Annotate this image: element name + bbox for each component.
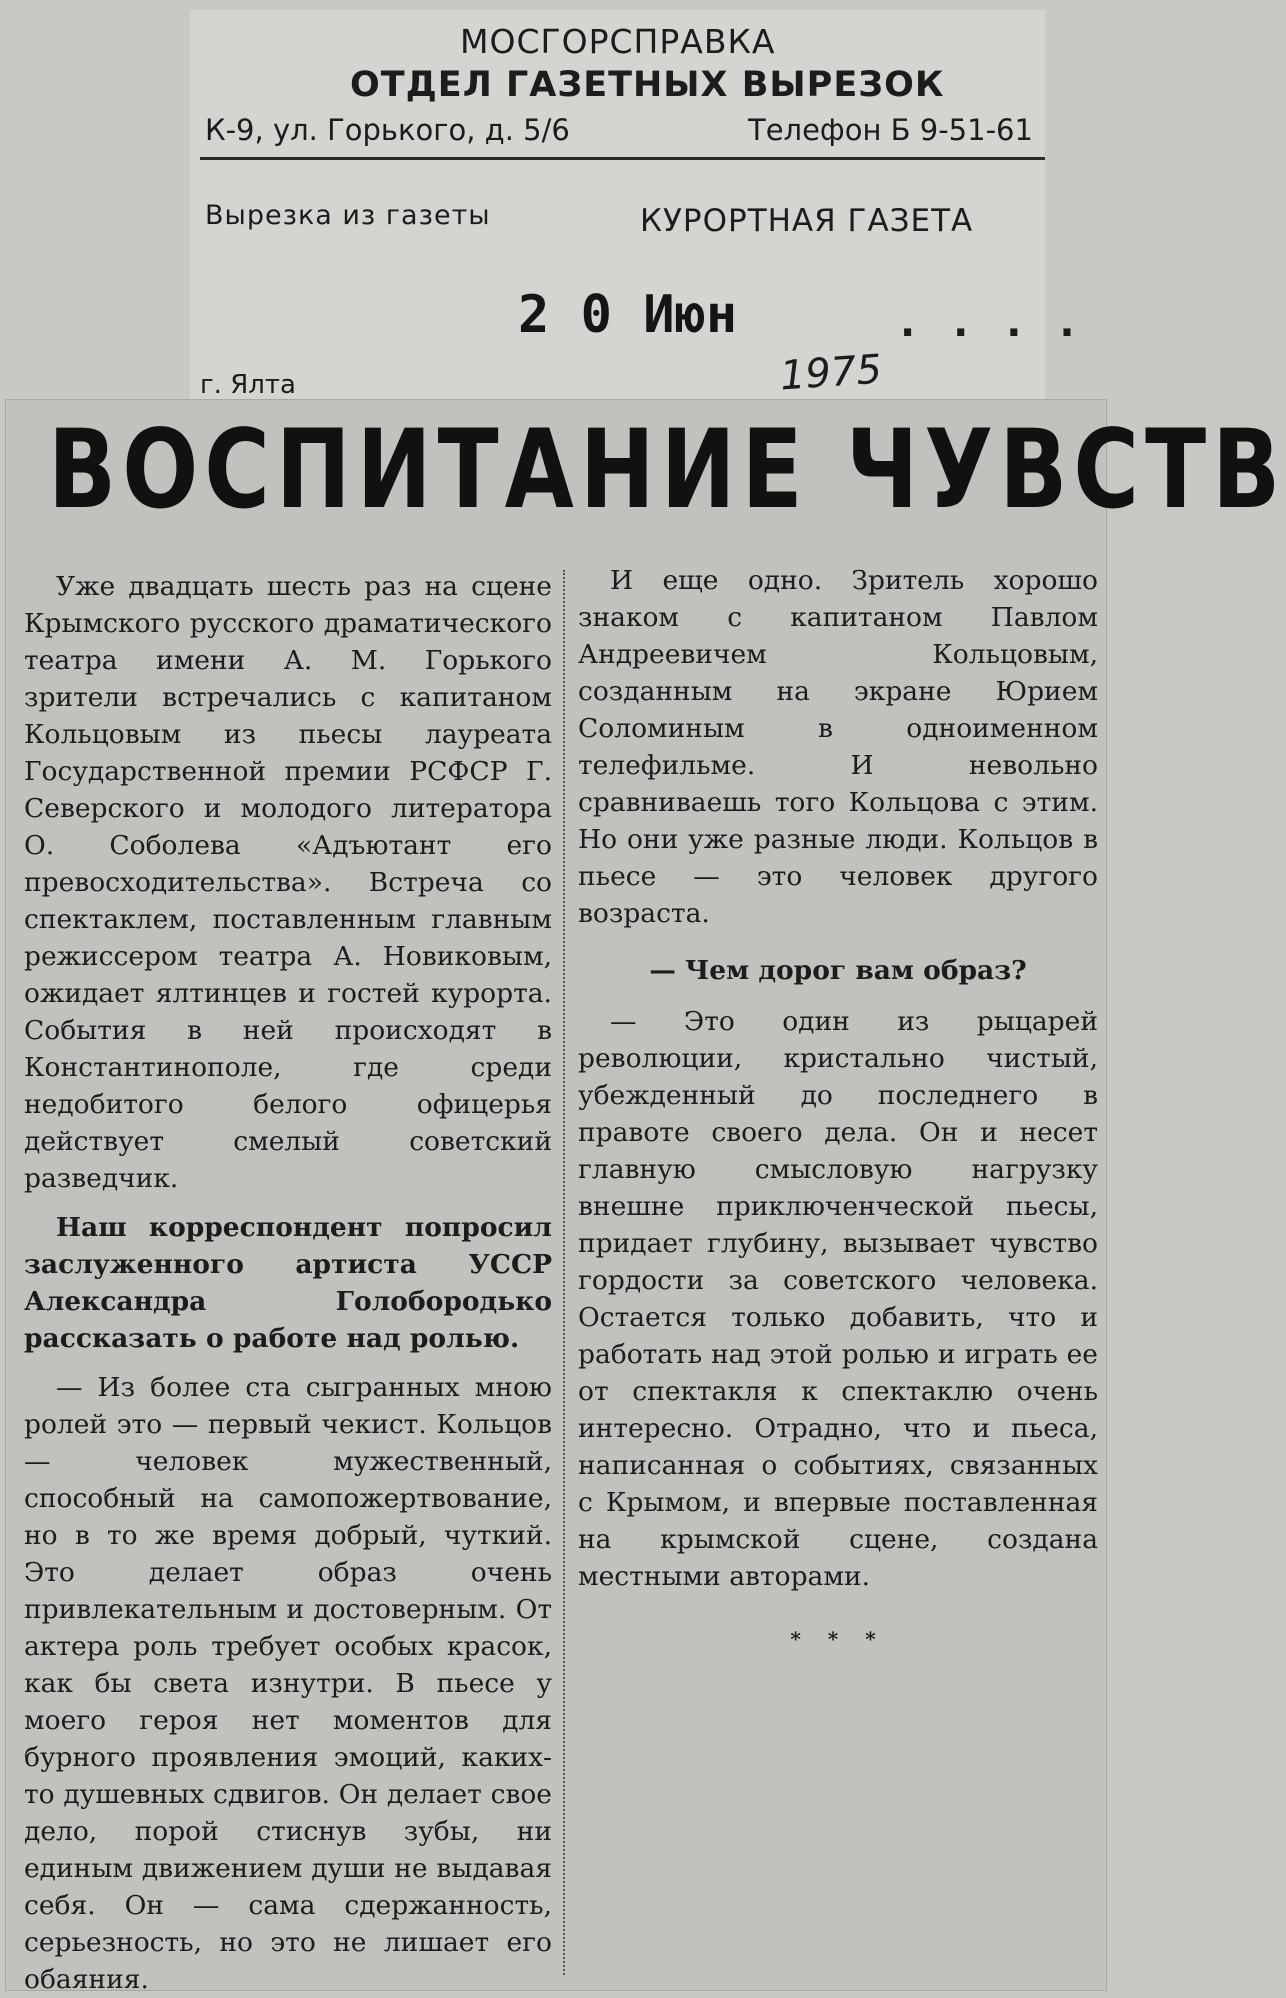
date-stamp-dots: . . . . xyxy=(900,300,1087,346)
section-end-stars: * * * xyxy=(790,1627,886,1651)
agency-address: К-9, ул. Горького, д. 5/6 xyxy=(205,113,570,147)
header-divider xyxy=(200,157,1045,160)
city-label: г. Ялта xyxy=(200,370,296,400)
paragraph-answer-2: — Это один из рыцарей революции, кристально чистый, убежденный до последнего в правоте своего дела. Он и несет главную смысловую нагрузку внешне приключенческой пьесы, придает глубину, вызывает чувство гордости за советского человека. Остается только добавить, что и работать над этой ролью и играть ее от спектакля к спектаклю очень интересно. Отрадно, что и пьеса, написанная о событиях, связанных с Крымом, и впервые поставленная на крымской сцене, создана местными авторами. xyxy=(578,1006,1098,1592)
agency-phone: Телефон Б 9-51-61 xyxy=(748,113,1033,147)
column-divider xyxy=(563,570,565,1975)
agency-name: МОСГОРСПРАВКА xyxy=(460,22,776,61)
paragraph-answer-1: — Из более ста сыгранных мною ролей это — первый чекист. Кольцов — человек мужественный, способный на самопожертвование, но в то же время добрый, чуткий. Это делает образ очень привлекательным и достоверным. От актера роль требует особых красок, как бы света изнутри. В пьесе у моего героя нет моментов для бурного проявления эмоций, каких-то душевных сдвигов. Он делает свое дело, порой стиснув зубы, ни единым движением души не выдавая себя. Он — сама сдержанность, серьезность, но это не лишает его обаяния. xyxy=(24,1372,552,1995)
date-stamp: 2 0 Июн xyxy=(518,285,738,345)
paragraph-correspondent: Наш корреспондент попросил заслуженного артиста УССР Александра Голобородько рассказать о работе над ролью. xyxy=(24,1212,552,1354)
paragraph-intro: Уже двадцать шесть раз на сцене Крымского русского драматического театра имени А. М. Горького зрители встречались с капитаном Кольцовым из пьесы лауреата Государственной премии РСФСР Г. Северского и молодого литератора О. Соболева «Адъютант его превосходительства». Встреча со спектаклем, поставленным главным режиссером театра А. Новиковым, ожидает ялтинцев и гостей курорта. События в ней происходят в Константинополе, где среди недобитого белого офицерья действует смелый советский разведчик. xyxy=(24,571,552,1194)
interview-question: — Чем дорог вам образ? xyxy=(649,955,1027,986)
department-name: ОТДЕЛ ГАЗЕТНЫХ ВЫРЕЗОК xyxy=(350,65,945,105)
article-headline: ВОСПИТАНИЕ ЧУВСТВ xyxy=(48,405,1286,534)
handwritten-year: 1975 xyxy=(778,346,884,400)
article-column-right xyxy=(578,562,1098,1658)
newspaper-name: КУРОРТНАЯ ГАЗЕТА xyxy=(640,203,974,239)
paragraph-comparison: И еще одно. Зритель хорошо знаком с капитаном Павлом Андреевичем Кольцовым, созданным на экране Юрием Соломиным в одноименном телефильме. И невольно сравниваешь того Кольцова с этим. Но они уже разные люди. Кольцов в пьесе — это человек другого возраста. xyxy=(578,565,1098,929)
cut-label: Вырезка из газеты xyxy=(205,200,491,231)
article-column-left xyxy=(24,568,552,1998)
